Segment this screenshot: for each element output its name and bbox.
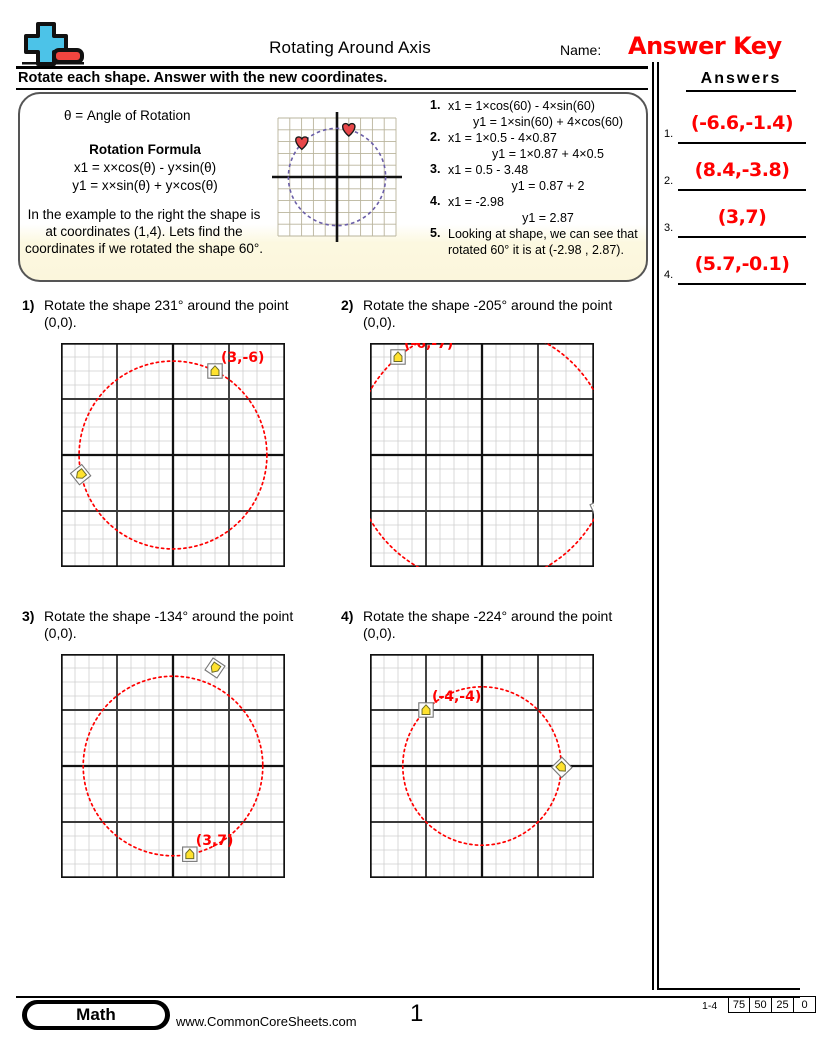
name-label: Name: xyxy=(560,42,602,58)
problem-text: Rotate the shape -134° around the point (0,0). xyxy=(44,608,294,641)
problem-graph[interactable] xyxy=(61,654,285,883)
example-step-body xyxy=(448,162,648,194)
example-step-line: x1 = 1×0.5 - 4×0.87 xyxy=(448,131,557,145)
example-step-line: y1 = 0.87 + 2 xyxy=(511,179,585,193)
answer-number: 4. xyxy=(664,269,674,281)
plus-minus-icon xyxy=(16,22,88,66)
problem-text: Rotate the shape -205° around the point (0,0). xyxy=(363,297,613,330)
svg-text:(-6,-7): (-6,-7) xyxy=(404,343,454,352)
score-cell: 25 xyxy=(772,996,794,1013)
example-step-line: y1 = 1×0.87 + 4×0.5 xyxy=(492,147,604,161)
problem-graph[interactable] xyxy=(370,654,594,883)
answer-underline xyxy=(678,236,806,238)
answers-column xyxy=(662,62,816,992)
problem-text: Rotate the shape 231° around the point (0,0). xyxy=(44,297,289,330)
rotation-formula-title: Rotation Formula xyxy=(89,142,201,157)
example-step-number: 2. xyxy=(430,130,441,144)
example-step-number: 5. xyxy=(430,226,441,240)
score-cell: 75 xyxy=(728,996,750,1013)
answer-number: 3. xyxy=(664,222,674,234)
formula-x1: x1 = x×cos(θ) - y×sin(θ) xyxy=(73,160,217,175)
subject-badge xyxy=(22,1000,170,1030)
answers-heading: Answers xyxy=(686,70,796,92)
answer-value: (-6.6,-1.4) xyxy=(690,112,794,134)
instructions-text: Rotate each shape. Answer with the new coordinates. xyxy=(18,70,388,86)
example-box xyxy=(18,92,648,282)
problem-graph[interactable] xyxy=(370,343,594,572)
problem-number: 3) xyxy=(22,608,35,624)
answers-bottom-rule xyxy=(658,988,800,990)
svg-text:(-4,-4): (-4,-4) xyxy=(432,689,482,705)
header-divider xyxy=(16,66,648,69)
example-step xyxy=(430,162,648,194)
example-step-line: x1 = -2.98 xyxy=(448,195,504,209)
answer-underline xyxy=(678,142,806,144)
column-divider-right xyxy=(657,62,659,990)
example-step xyxy=(430,98,648,130)
example-step-line: y1 = 1×sin(60) + 4×cos(60) xyxy=(472,115,624,129)
answer-number: 1. xyxy=(664,128,674,140)
problem-text: Rotate the shape -224° around the point (0,0). xyxy=(363,608,613,641)
answer-value: (8.4,-3.8) xyxy=(694,159,790,181)
answer-value: (3,7) xyxy=(717,206,767,228)
example-step-body xyxy=(448,98,648,130)
answer-key-stamp: Answer Key xyxy=(628,32,782,60)
column-divider-left xyxy=(652,62,654,990)
example-step-body xyxy=(448,194,648,226)
example-step-number: 3. xyxy=(430,162,441,176)
problem-graph[interactable] xyxy=(61,343,285,572)
answer-value: (5.7,-0.1) xyxy=(694,253,790,275)
subject-badge-label: Math xyxy=(27,1004,165,1026)
example-step-line: x1 = 0.5 - 3.48 xyxy=(448,163,529,177)
page-number: 1 xyxy=(410,1000,424,1027)
score-cell: 0 xyxy=(794,996,816,1013)
score-range-label: 1-4 xyxy=(702,1000,718,1012)
example-step xyxy=(430,130,648,162)
answer-number: 2. xyxy=(664,175,674,187)
example-step-body xyxy=(448,130,648,162)
problem-number: 1) xyxy=(22,297,35,313)
score-cell: 50 xyxy=(750,996,772,1013)
score-table xyxy=(728,996,816,1013)
answer-underline xyxy=(678,189,806,191)
example-step-line: y1 = 2.87 xyxy=(522,211,574,225)
theta-definition: θ = Angle of Rotation xyxy=(64,108,191,123)
answer-underline xyxy=(678,283,806,285)
problem-number: 4) xyxy=(341,608,354,624)
example-step-body xyxy=(448,226,648,258)
footer-divider xyxy=(16,996,800,998)
example-step-number: 4. xyxy=(430,194,441,208)
svg-text:(3,-6): (3,-6) xyxy=(221,350,265,366)
example-step-number: 1. xyxy=(430,98,441,112)
example-step-line: Looking at shape, we can see that rotated 60° it is at (-2.98 , 2.87). xyxy=(448,227,638,257)
instructions-divider xyxy=(16,88,648,90)
example-step-line: x1 = 1×cos(60) - 4×sin(60) xyxy=(448,99,595,113)
example-step xyxy=(430,226,648,258)
answer-row xyxy=(664,155,814,199)
problem-number: 2) xyxy=(341,297,354,313)
website-url: www.CommonCoreSheets.com xyxy=(176,1014,357,1029)
example-steps xyxy=(430,98,648,258)
example-graph xyxy=(272,112,402,242)
example-description: In the example to the right the shape is at coordinates (1,4). Lets find the coordinates if we rotated the shape 60°. xyxy=(24,207,264,256)
formula-y1: y1 = x×sin(θ) + y×cos(θ) xyxy=(72,178,218,193)
svg-text:(3,7): (3,7) xyxy=(195,833,234,850)
answer-row xyxy=(664,249,814,293)
answer-row xyxy=(664,202,814,246)
answer-row xyxy=(664,108,814,152)
example-step xyxy=(430,194,648,226)
page-title: Rotating Around Axis xyxy=(269,38,431,57)
